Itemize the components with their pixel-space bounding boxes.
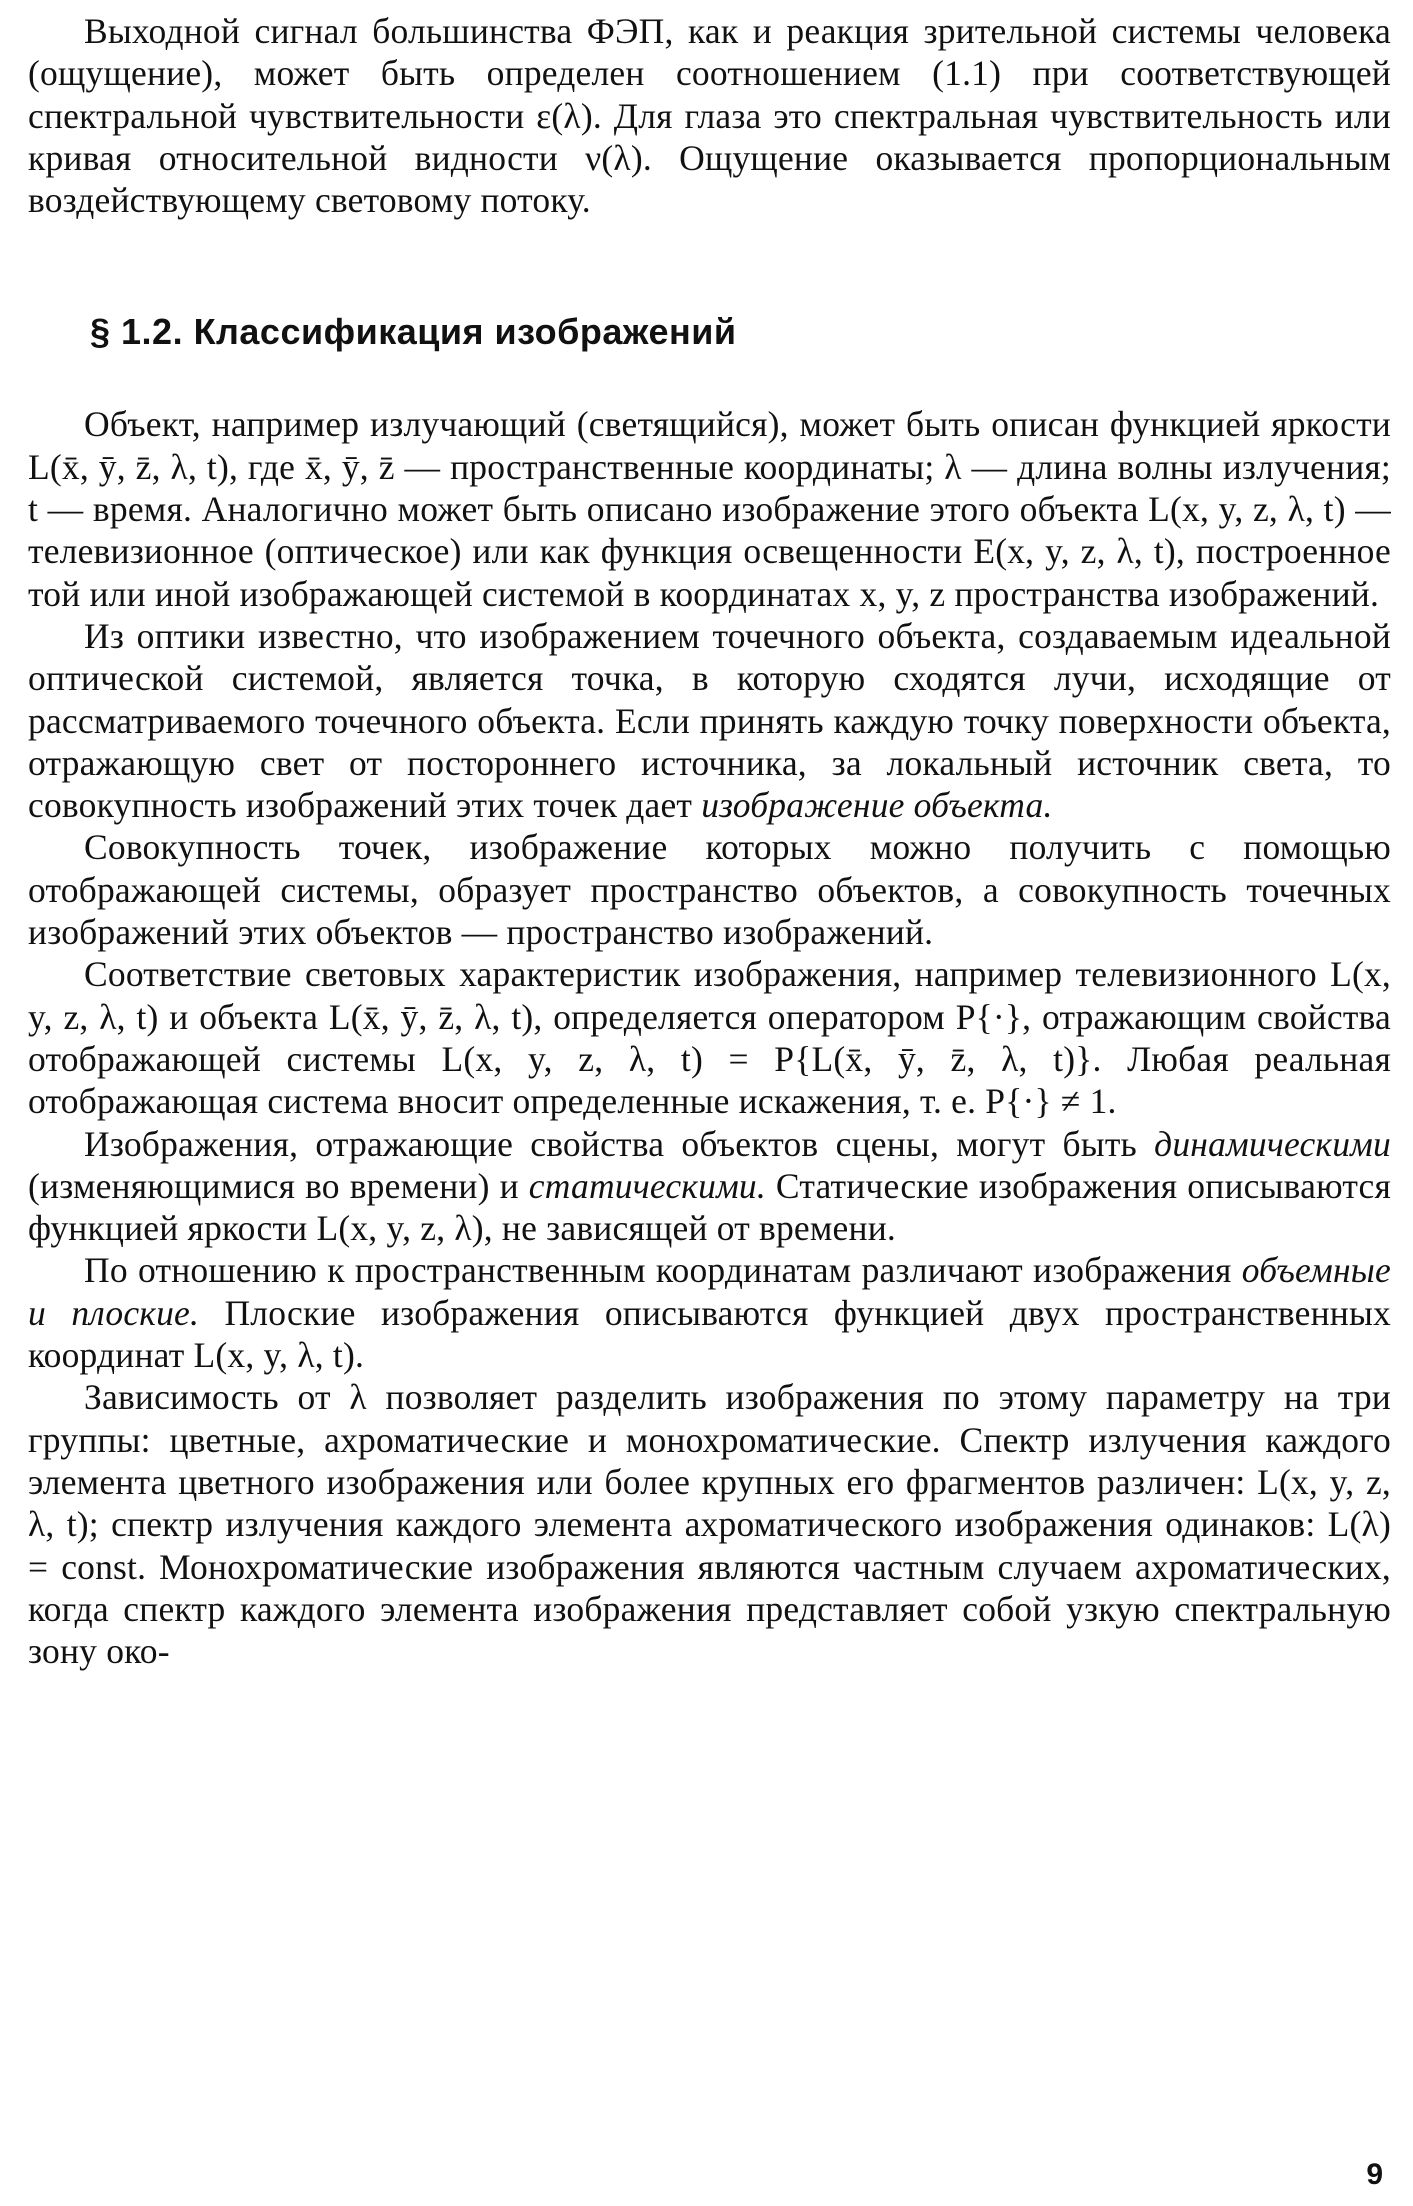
page-number: 9 bbox=[1366, 2158, 1383, 2191]
paragraph-dynamic-static-text-a: Изображения, отражающие свойства объектов сцены, могут быть bbox=[84, 1123, 1155, 1164]
paragraph-volumetric-flat-text-b: Плоские изображения описываются функцией двух пространственных координат L(x, y, λ, t). bbox=[28, 1292, 1391, 1376]
paragraph-volumetric-flat-text-a: По отношению к пространственным координатам различают изображения bbox=[84, 1250, 1242, 1291]
term-volumetric-flat: объемные и плоские. bbox=[28, 1250, 1391, 1333]
intro-paragraph: Выходной сигнал большинства ФЭП, как и реакция зрительной системы человека (ощущение), может быть определен соотношением (1.1) при соответствующей спектральной чувствительности ε(λ). Для глаза это спектральная чувствительность или кривая относительной видности ν(λ). Ощущение оказывается пропорциональным воздействующему световому потоку. bbox=[28, 11, 1391, 221]
paragraph-operator: Соответствие световых характеристик изображения, например телевизионного L(x, y, z, λ, t) и объекта L(x̄, ȳ, z̄, λ, t), определяется оператором P{·}, отражающим свойства отображающей системы L(x, y, z, λ, t) = P{L(x̄, ȳ, z̄, λ, t)}. Любая реальная отображающая система вносит определенные искажения, т. е. P{·} ≠ 1. bbox=[28, 954, 1391, 1122]
paragraph-dynamic-static-text-b: (изменяющимися во времени) и bbox=[28, 1165, 529, 1206]
paragraph-point-image-text: Из оптики известно, что изображением точечного объекта, создаваемым идеальной оптической системой, является точка, в которую сходятся лучи, исходящие от рассматриваемого точечного объекта. Если принять каждую точку поверхности объекта, отражающую свет от постороннего источника, за локальный источник света, то совокупность изображений этих точек дает bbox=[28, 615, 1391, 826]
paragraph-point-image bbox=[28, 615, 1391, 826]
paragraph-object-description: Объект, например излучающий (светящийся), может быть описан функцией яркости L(x̄, ȳ, z̄, λ, t), где x̄, ȳ, z̄ — пространственные координаты; λ — длина волны излучения; t — время. Аналогично может быть описано изображение этого объекта L(x, y, z, λ, t) — телевизионное (оптическое) или как функция освещенности E(x, y, z, λ, t), построенное той или иной изображающей системой в координатах x, y, z пространства изображений. bbox=[28, 404, 1391, 614]
paragraph-dynamic-static-text-c: Статические изображения описываются функцией яркости L(x, y, z, λ), не зависящей от времени. bbox=[28, 1165, 1391, 1249]
section-body bbox=[28, 403, 1391, 1672]
term-dynamic: динамическими bbox=[1154, 1123, 1391, 1164]
section-heading: § 1.2. Классификация изображений bbox=[90, 311, 737, 353]
paragraph-dynamic-static bbox=[28, 1123, 1391, 1250]
term-object-image: изображение объекта. bbox=[701, 785, 1053, 826]
paragraph-object-space: Совокупность точек, изображение которых можно получить с помощью отображающей системы, образует пространство объектов, а совокупность точечных изображений этих объектов — пространство изображений. bbox=[28, 827, 1391, 953]
term-static: статическими. bbox=[528, 1165, 766, 1206]
paragraph-color-groups: Зависимость от λ позволяет разделить изображения по этому параметру на три группы: цветные, ахроматические и монохроматические. Спектр излучения каждого элемента цветного изображения или более крупных его фрагментов различен: L(x, y, z, λ, t); спектр излучения каждого элемента ахроматического изображения одинаков: L(λ) = const. Монохроматические изображения являются частным случаем ахроматических, когда спектр каждого элемента изображения представляет собой узкую спектральную зону око- bbox=[28, 1377, 1391, 1672]
paragraph-volumetric-flat bbox=[28, 1249, 1391, 1376]
